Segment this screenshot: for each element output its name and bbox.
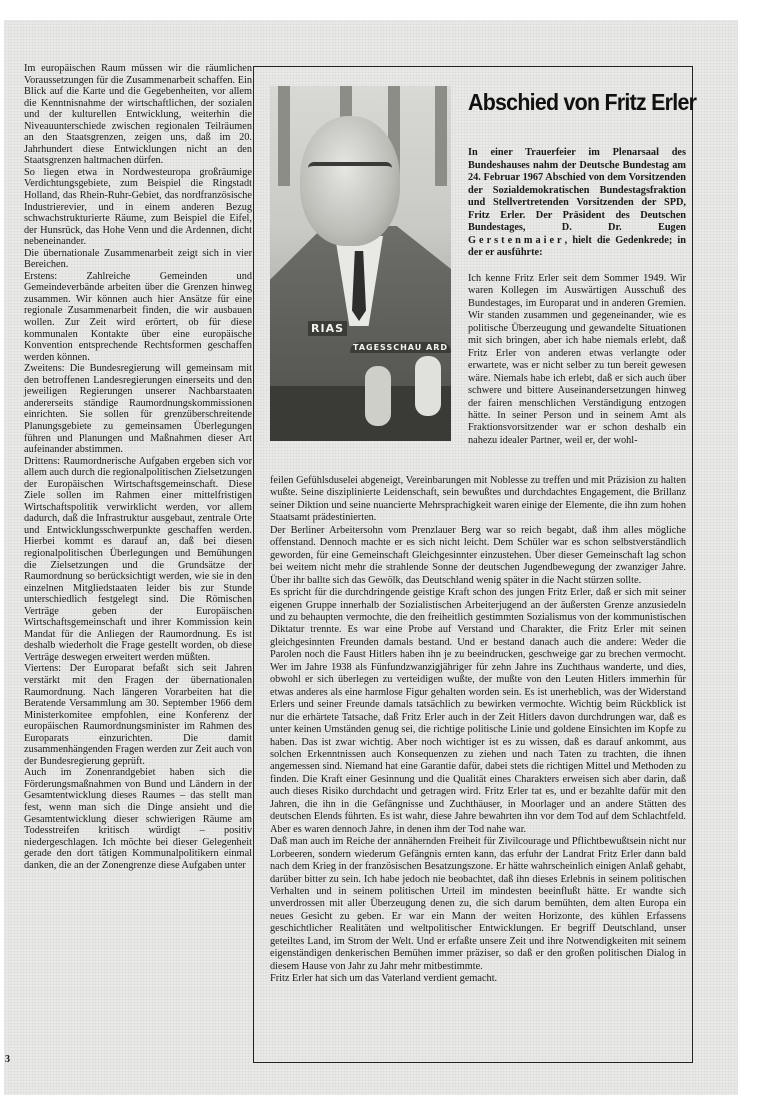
portrait-photo (270, 86, 451, 441)
mic-label-tagesschau: TAGESSCHAU ARD (350, 342, 451, 353)
paragraph: Im europäischen Raum müssen wir die räumlichen Voraussetzungen für die Zusammenarbeit schaffen. Ein Blick auf die Karte und die Gegebenheiten, vor allem die Kenntnisnahme der wirtschaftlichen, der sozialen und der kulturellen Entwicklung, weiterhin die Niveauunterschiede zwischen regionalen Teilräumen an den Staatsgrenzen, zeigen uns, daß im 20. Jahrhundert diese Entwicklungen nicht an den Staatsgrenzen haltmachen dürfen. (24, 63, 252, 167)
background-pillar (278, 86, 290, 186)
intro-text-end: , hielt die Gedenkrede; in der er ausführte: (468, 234, 686, 258)
paragraph: Zweitens: Die Bundesregierung will gemeinsam mit den betroffenen Landesregierungen einerseits und den jeweiligen Regierungen unserer Nachbarstaaten andererseits ständige Raumordnungskommissionen einrichten. Sie sollen für grenzüberschreitende Planungsgebiete zu gemeinsamen Überlegungen führen und Planungen und Maßnahmen dieser Art aufeinander abstimmen. (24, 363, 252, 456)
speaker-name: Gerstenmaier (468, 234, 565, 246)
paragraph: So liegen etwa in Nordwesteuropa großräumige Verdichtungsgebiete, zum Beispiel die Ringstadt Holland, das Rhein-Ruhr-Gebiet, das nordfranzösische Industrierevier, und in einem anderen Bezug schwachstrukturierte Räume, zum Beispiel die Eifel, der Hunsrück, das Hohe Venn und die Ardennen, dicht nebeneinander. (24, 166, 252, 248)
intro-text: In einer Trauerfeier im Plenarsaal des Bundeshauses nahm der Deutsche Bundestag am 24. Februar 1967 Abschied von dem Vorsitzenden der Sozialdemokratischen Bundestagsfraktion und Stellvertretenden Vorsitzenden der SPD, Fritz Erler. Der Präsident des Deutschen Bundestages, D. Dr. Eugen (468, 147, 686, 233)
glasses (308, 162, 392, 184)
paragraph: Viertens: Der Europarat befaßt sich seit Jahren verstärkt mit den Fragen der übernationalen Raumordnung. Nach längeren Vorarbeiten hat die Beratende Versammlung am 30. September 1966 dem Ministerkomitee empfohlen, eine Konferenz der europäischen Raumordnungsminister im Rahmen des Europarats einzurichten. Die damit zusammenhängenden Fragen werden zur Zeit auch von der Bundesregierung geprüft. (24, 663, 252, 767)
paragraph: Es spricht für die durchdringende geistige Kraft schon des jungen Fritz Erler, daß er sich mit seiner eigenen Gruppe innerhalb der Sozialistischen Arbeiterjugend an der äußersten Grenze anzusiedeln und zu behaupten vermochte, die den freiheitlich gestimmten Sozialismus von der kommunistischen Diktatur trennte. Es war eine Probe auf Verstand und Charakter, die Fritz Erler mit seinen gleichgesinnten Freunden damals bestand. Und er bestand danach auch die andere: Weder die Parolen noch die Faust Hitlers haben ihn je zu beeindrucken, geschweige gar zu brechen vermocht. Wer im Jahre 1938 als Fünfundzwanzigjähriger für zehn Jahre ins Zuchthaus wanderte, und dies, obwohl er sich überlegen zu verteidigen wußte, der mußte von den Leuten Hitlers immerhin für etwas anderes als eine harmlose Figur gehalten worden sein. Es ist unerheblich, was der Widerstand Erlers und seiner Freunde damals tatsächlich zu bewirken vermochte. Wichtig beim Rückblick ist nur die erhärtete Tatsache, daß Fritz Erler auch in der Zeit Hitlers davon durchdrungen war, daß es unter keinen Umständen genug sei, die richtige politische Linie und goldene Einsichten im Kopfe zu haben. Das ist zwar wichtig. Aber noch wichtiger ist es zu wissen, daß es darauf ankommt, aus solchen Erkenntnissen auch Konsequenzen zu ziehen und nach Taten zu trachten, die ihnen angemessen sind. Niemand hat eine Garantie dafür, dabei stets die richtigen Mittel und Methoden zu finden. Die Kraft einer Gesinnung und die Qualität eines Charakters erweisen sich aber darin, daß auch dieses Risiko durchdacht und getragen wird. Fritz Erler tat es, und er bezahlte dafür mit den Jahren, die ihn in die Gefängnisse und Zuchthäuser, in Moorlager und an andere Stätten des deutschen Elends führten. Es ist wahr, diese Jahre bewahrten ihn vor dem Tod auf dem Schlachtfeld. Aber es waren dennoch Jahre, in denen ihm der Tod nahe war. (270, 587, 686, 835)
intro-paragraph (468, 147, 686, 260)
paragraph: Ich kenne Fritz Erler seit dem Sommer 1949. Wir waren Kollegen im Auswärtigen Ausschuß des Bundestages, im Europarat und in anderen Gremien. Wir standen zusammen und gegeneinander, wie es politische Überzeugung und gewandelte Situationen mit sich bringen, aber ich habe niemals erlebt, daß Fritz Erler von anderen etwas verlangte oder erwartete, was er nicht selber zu tun bereit gewesen wäre. Niemals habe ich erlebt, daß er sich auch über schwere und bittere Auseinandersetzungen hinweg der fairen menschlichen Verständigung entzogen hätte. In seiner Person und in seinem Amt als Fraktionsvorsitzender war er schon deshalb ein nahezu idealer Partner, weil er, der wohl- (468, 273, 686, 446)
paragraph: Erstens: Zahlreiche Gemeinden und Gemeindeverbände arbeiten über die Grenzen hinweg zusammen. Wir können auch hier Ansätze für eine regionale Zusammenarbeit finden, die wir ausbauen wollen. Zur Zeit wird erörtert, ob für diese kommunalen Kontakte über eine europäische Konvention entsprechende Rechtsformen geschaffen werden können. (24, 270, 252, 363)
article-title: Abschied von Fritz Erler (468, 89, 697, 115)
paragraph: Drittens: Raumordnerische Aufgaben ergeben sich vor allem auch durch die regionalpolitischen Zielsetzungen der Europäischen Wirtschaftsgemeinschaft. Diese Ziele sollen im Rahmen einer mittelfristigen Wirtschaftspolitik verwirklicht werden, vor allem dadurch, daß die Infrastruktur ausgebaut, zentrale Orte und Entwicklungsschwerpunkte geschaffen werden. Hierbei kommt es darauf an, daß bei diesen regionalpolitischen Überlegungen und Bemühungen die Zielsetzungen und die Grundsätze der Raumordnung so berücksichtigt werden, wie sie in den einzelnen Mitgliedstaaten leider bis zur Stunde unterschiedlich festgelegt sind. Die Römischen Verträge geben der Europäischen Wirtschaftsgemeinschaft und ihrer Kommission kein Mandat für die Anliegen der Raumordnung. Es ist deshalb wiederholt die Frage gestellt worden, ob diese Verträge deswegen erweitert werden müßten. (24, 455, 252, 663)
left-column-text (24, 63, 252, 871)
paragraph: Die übernationale Zusammenarbeit zeigt sich in vier Bereichen. (24, 247, 252, 271)
speech-text-narrow (468, 273, 686, 447)
mic-label-rias: RIAS (308, 321, 347, 336)
article-box (253, 66, 697, 1063)
page-number: 3 (5, 1054, 10, 1065)
article-intro (468, 147, 686, 260)
speech-text-wide (270, 475, 686, 986)
microphone-icon (415, 356, 441, 416)
paragraph: Auch im Zonenrandgebiet haben sich die Förderungsmaßnahmen von Bund und Ländern in der Gesamtentwicklung dieses Raumes – das stellt man fest, wenn man sich die Dinge ansieht und die Gesamtentwicklung dieser schwierigen Räume am Todesstreifen kritisch würdigt – positiv niedergeschlagen. Ich möchte bei dieser Gelegenheit gerade den dort tätigen Kommunalpolitikern einmal danken, die an der Zonengrenze diese Aufgaben unter (24, 767, 252, 871)
magazine-page (4, 20, 738, 1095)
paragraph: Fritz Erler hat sich um das Vaterland verdient gemacht. (270, 973, 498, 985)
paragraph: feilen Gefühlsduselei abgeneigt, Vereinbarungen mit Noblesse zu treffen und mit Präzision zu halten wußte. Seine disziplinierte Leidenschaft, sein bewußtes und durchdachtes Engagement, die Brillanz seiner Diktion und seine nuancierte Mehrsprachigkeit waren einige der Elemente, die ihn zum hohen Staatsamt prädestinierten. (270, 475, 686, 524)
paragraph: Der Berliner Arbeitersohn vom Prenzlauer Berg war so reich begabt, daß ihm alles mögliche offenstand. Dennoch machte er es sich nicht leicht. Dem Schüler war es schon selbstverständlich geworden, für eine Gemeinschaft Gleichgesinnter einzustehen. Über dieser Gemeinschaft lag schon bei weitem nicht mehr die strahlende Sonne der deutschen Jugendbewegung der zwanziger Jahre. Über ihr ballte sich das Gewölk, das Deutschland wenig später in die Nacht stürzen sollte. (270, 524, 686, 586)
background-pillar (435, 86, 447, 186)
microphone-icon (365, 366, 391, 426)
paragraph: Daß man auch im Reiche der annähernden Freiheit für Zivilcourage und Pflichtbewußtsein nicht nur Lorbeeren, sondern wiederum Gefängnis ernten kann, das erfuhr der Landrat Fritz Erler dann bald nach dem Krieg in der französischen Besatzungszone. Er hätte wahrscheinlich einigen Anlaß gehabt, darüber bitter zu sein. Ich habe jedoch nie beobachtet, daß ihn dieses Erlebnis in seinem politischen Verhalten und in seinem politischen Urteil im mindesten beeinflußt hätte. Er wandte sich unverdrossen mit aller Überzeugung denen zu, die sich darum bemühten, dem alten Europa ein neues Gesicht zu geben. Er war ein Mann der weiten Horizonte, des kühlen Erfassens geschichtlicher Realitäten und weltpolitischer Entwicklungen. Er begriff Deutschland, unser geteiltes Land, im Strom der Welt. Und er erfaßte unsere Zeit und ihre Notwendigkeiten mit seinem eigenständigen denkerischen Bemühen immer präziser, so daß er den großen politischen Dialog in diesem Hause von Jahr zu Jahr mehr mitbestimmte. (270, 836, 686, 972)
